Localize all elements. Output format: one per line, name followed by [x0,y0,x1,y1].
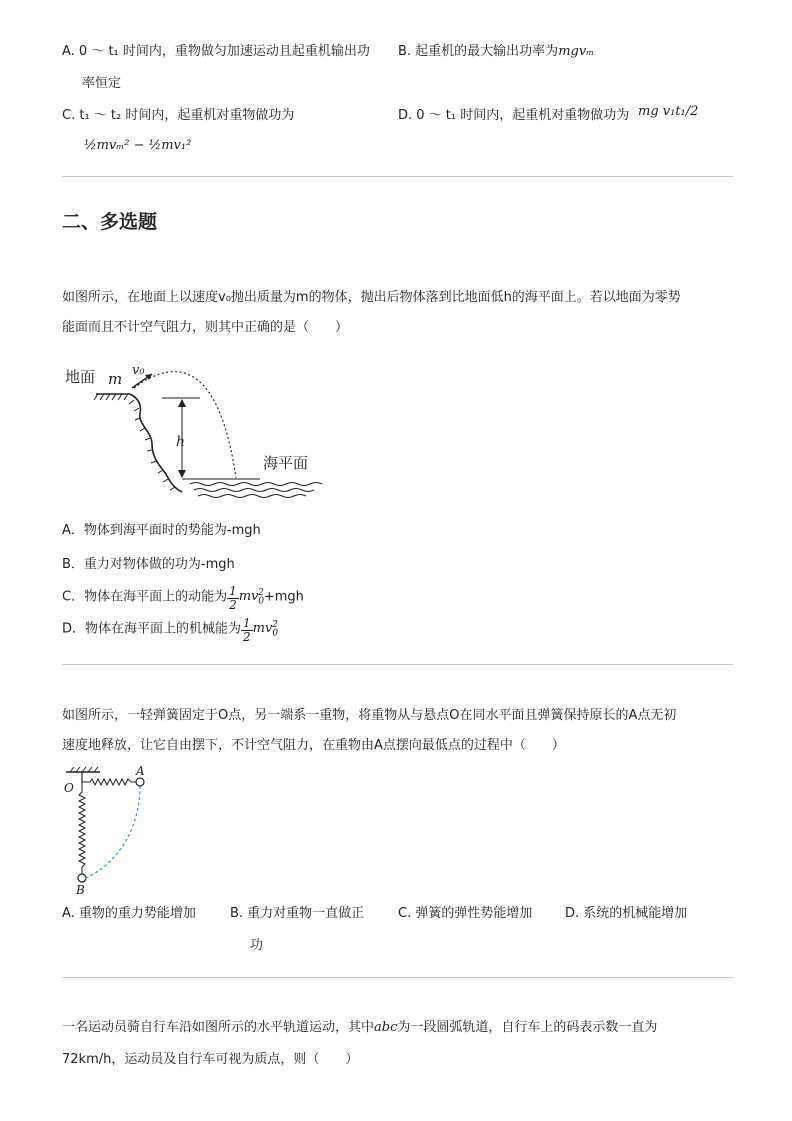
q1-option-b [398,44,594,61]
q3-fig-o-label: O [64,781,74,795]
q3-horizontal-spring [82,779,136,785]
q1-option-a-line2: 率恒定 [82,76,122,91]
q2-ground-hatch [94,394,128,400]
q4-stem-math: abc [374,1020,398,1035]
q2-h-arrow-up [178,399,186,407]
q2-fig-sea-label: 海平面 [263,454,309,472]
q3-mass-at-b [78,874,86,882]
q1-option-c-math: ½mvₘ² − ½mv₁² [84,138,192,153]
q2-option-d-prefix: D．物体在海平面上的机械能为 [62,621,242,637]
q2-fig-height-label: h [176,434,186,450]
q4-stem-prefix: 一名运动员骑自行车沿如图所示的水平轨道运动，其中 [62,1020,375,1035]
q2-option-c-suffix: +mgh [263,589,304,605]
q3-option-a: A. 重物的重力势能增加 [62,906,196,921]
divider [62,176,733,177]
q2-option-d: D．物体在海平面上的机械能为 $\frac{1}{2}$ $mv_0^2$ [62,616,279,644]
divider [62,664,733,665]
q3-option-b-line2: 功 [250,938,264,953]
q1-option-d: D. 0 ～ t₁ 时间内，起重机对重物做功为 [398,108,630,123]
q3-vertical-spring [79,782,85,874]
q2-option-c-fraction: $\frac{1}{2}$ [229,584,237,612]
q1-option-b-text: B. 起重机的最大输出功率为 [398,44,559,59]
q2-option-d-fraction: $\frac{1}{2}$ [243,616,251,644]
q2-fig-velocity-label: v₀ [132,363,145,378]
q2-trajectory [134,372,236,478]
q2-figure-cliff [60,358,330,508]
divider [62,977,733,978]
q2-h-arrow-down [178,470,186,478]
q4-stem-suffix: 为一段圆弧轨道，自行车上的码表示数一直为 [397,1020,658,1035]
q1-option-d-math: mg v₁t₁/2 [638,104,699,119]
q2-fig-mass-label: m [108,370,123,388]
q4-stem-line2: 72km/h，运动员及自行车可视为质点，则（ ） [62,1052,359,1067]
q2-option-c-prefix: C．物体在海平面上的动能为 [62,589,228,605]
q3-figure-spring [60,766,160,896]
q2-fig-ground-label: 地面 [65,368,96,386]
q3-mass-at-a [136,778,144,786]
q3-fig-a-label: A [136,766,145,778]
q1-option-b-math: mgvₘ [558,44,595,59]
q3-option-b-line1: B. 重力对重物一直做正 [230,906,365,921]
q3-fig-b-label: B [76,883,85,896]
section-title: 二、多选题 [62,211,158,233]
q2-option-c: C．物体在海平面上的动能为 $\frac{1}{2}$ $mv_0^2+mgh$ [62,584,304,612]
q3-swing-path [86,786,140,878]
q2-stem-line1: 如图所示，在地面上以速度v₀抛出质量为m的物体，抛出后物体落到比地面低h的海平面上。若以地面为零势 [62,290,681,305]
q2-option-a: A．物体到海平面时的势能为-mgh [62,523,261,538]
q4-stem-line1 [62,1020,657,1037]
q2-stem-line2: 能面而且不计空气阻力，则其中正确的是（ ） [62,320,349,335]
q2-sea-waves [190,483,322,498]
q3-stem-line2: 速度地释放，让它自由摆下，不计空气阻力，在重物由A点摆向最低点的过程中（ ） [62,738,565,753]
q2-velocity-arrowhead [145,374,152,380]
q1-option-a-line1: A. 0 ～ t₁ 时间内，重物做匀加速运动且起重机输出功 [62,44,370,59]
q3-option-d: D. 系统的机械能增加 [565,906,688,921]
q3-option-c: C. 弹簧的弹性势能增加 [398,906,533,921]
q3-stem-line1: 如图所示，一轻弹簧固定于O点，另一端系一重物，将重物从与悬点O在同水平面且弹簧保持原长的A点无初 [62,708,677,723]
q2-option-b: B．重力对物体做的功为-mgh [62,557,235,572]
q1-option-c: C. t₁ ～ t₂ 时间内，起重机对重物做功为 [62,108,295,123]
